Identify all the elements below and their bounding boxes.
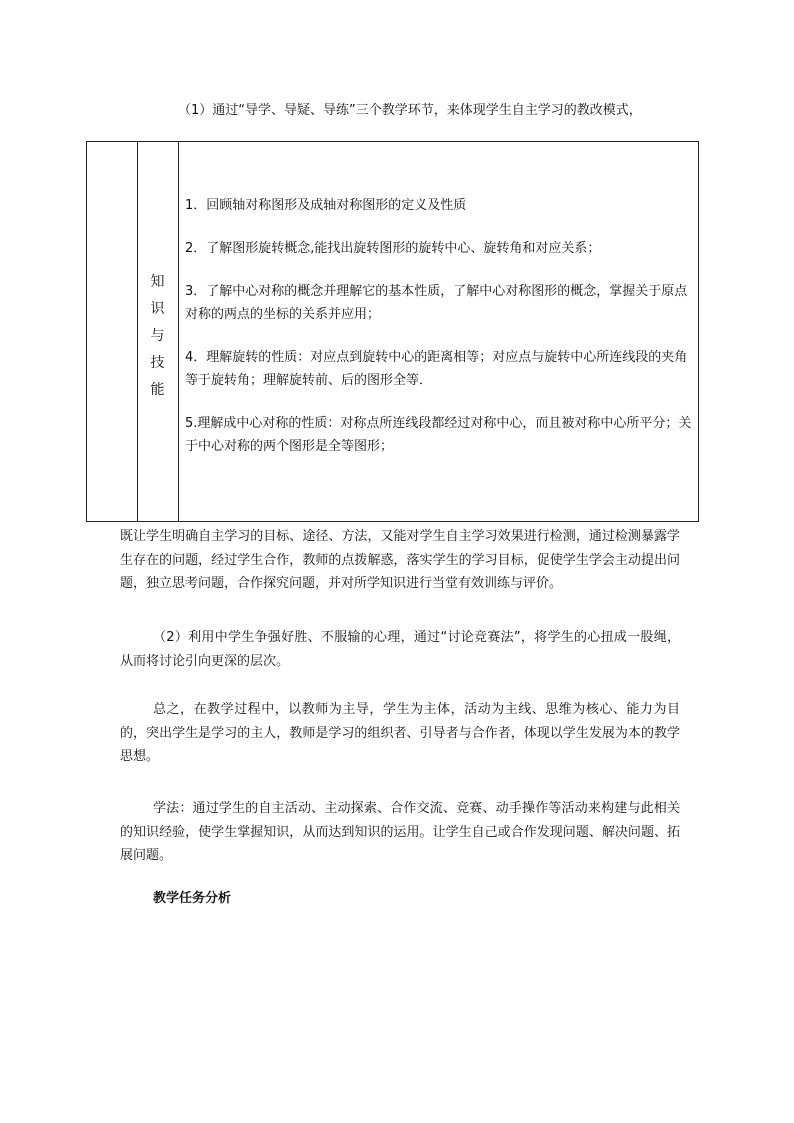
label-char: 与 xyxy=(150,328,165,344)
objective-item: 1．回顾轴对称图形及成轴对称图形的定义及性质 xyxy=(185,198,467,213)
paragraph-study-method: 学法：通过学生的自主活动、主动探索、合作交流、竞赛、动手操作等活动来构建与此相关的知识经验，使学生掌握知识，从而达到知识的运用。让学生自己或合作发现问题、解决问题、拓展问题。 xyxy=(120,801,680,863)
label-char: 识 xyxy=(150,301,165,317)
objective-item: 5.理解成中心对称的性质：对称点所连线段都经过对称中心，而且被对称中心所平分；关于中心对称的两个图形是全等图形； xyxy=(185,416,692,454)
intro-paragraph: （1）通过“导学、导疑、导练”三个教学环节，来体现学生自主学习的教改模式， xyxy=(178,103,642,118)
paragraph-competition: （2）利用中学生争强好胜、不服输的心理，通过“讨论竞赛法”，将学生的心扭成一股绳，从而将讨论引向更深的层次。 xyxy=(120,630,680,669)
paragraph-method-goal: 既让学生明确自主学习的目标、途径、方法，又能对学生自主学习效果进行检测，通过检测暴露学生存在的问题，经过学生合作，教师的点拨解惑，落实学生的学习目标，促使学生学会主动提出问题，独立思考问题，合作探究问题，并对所学知识进行当堂有效训练与评价。 xyxy=(120,529,680,591)
objectives-table xyxy=(86,141,699,522)
label-char: 知 xyxy=(150,274,165,290)
knowledge-skill-label xyxy=(137,269,178,404)
section-heading: 教学任务分析 xyxy=(153,891,232,906)
paragraph-summary: 总之，在教学过程中，以教师为主导，学生为主体，活动为主线、思维为核心、能力为目的，突出学生是学习的主人，教师是学习的组织者、引导者与合作者，体现以学生发展为本的教学思想。 xyxy=(120,702,680,764)
table-column-divider xyxy=(178,142,179,521)
objective-item: 2．了解图形旋转概念,能找出旋转图形的旋转中心、旋转角和对应关系； xyxy=(185,241,601,256)
objective-item: 3．了解中心对称的概念并理解它的基本性质，了解中心对称图形的概念，掌握关于原点对称的两点的坐标的关系并应用； xyxy=(185,284,688,322)
objective-list xyxy=(185,194,693,458)
label-char: 技 xyxy=(150,355,165,371)
objective-item: 4．理解旋转的性质：对应点到旋转中心的距离相等；对应点与旋转中心所连线段的夹角等于旋转角；理解旋转前、后的图形全等． xyxy=(185,350,688,388)
label-char: 能 xyxy=(150,382,165,398)
